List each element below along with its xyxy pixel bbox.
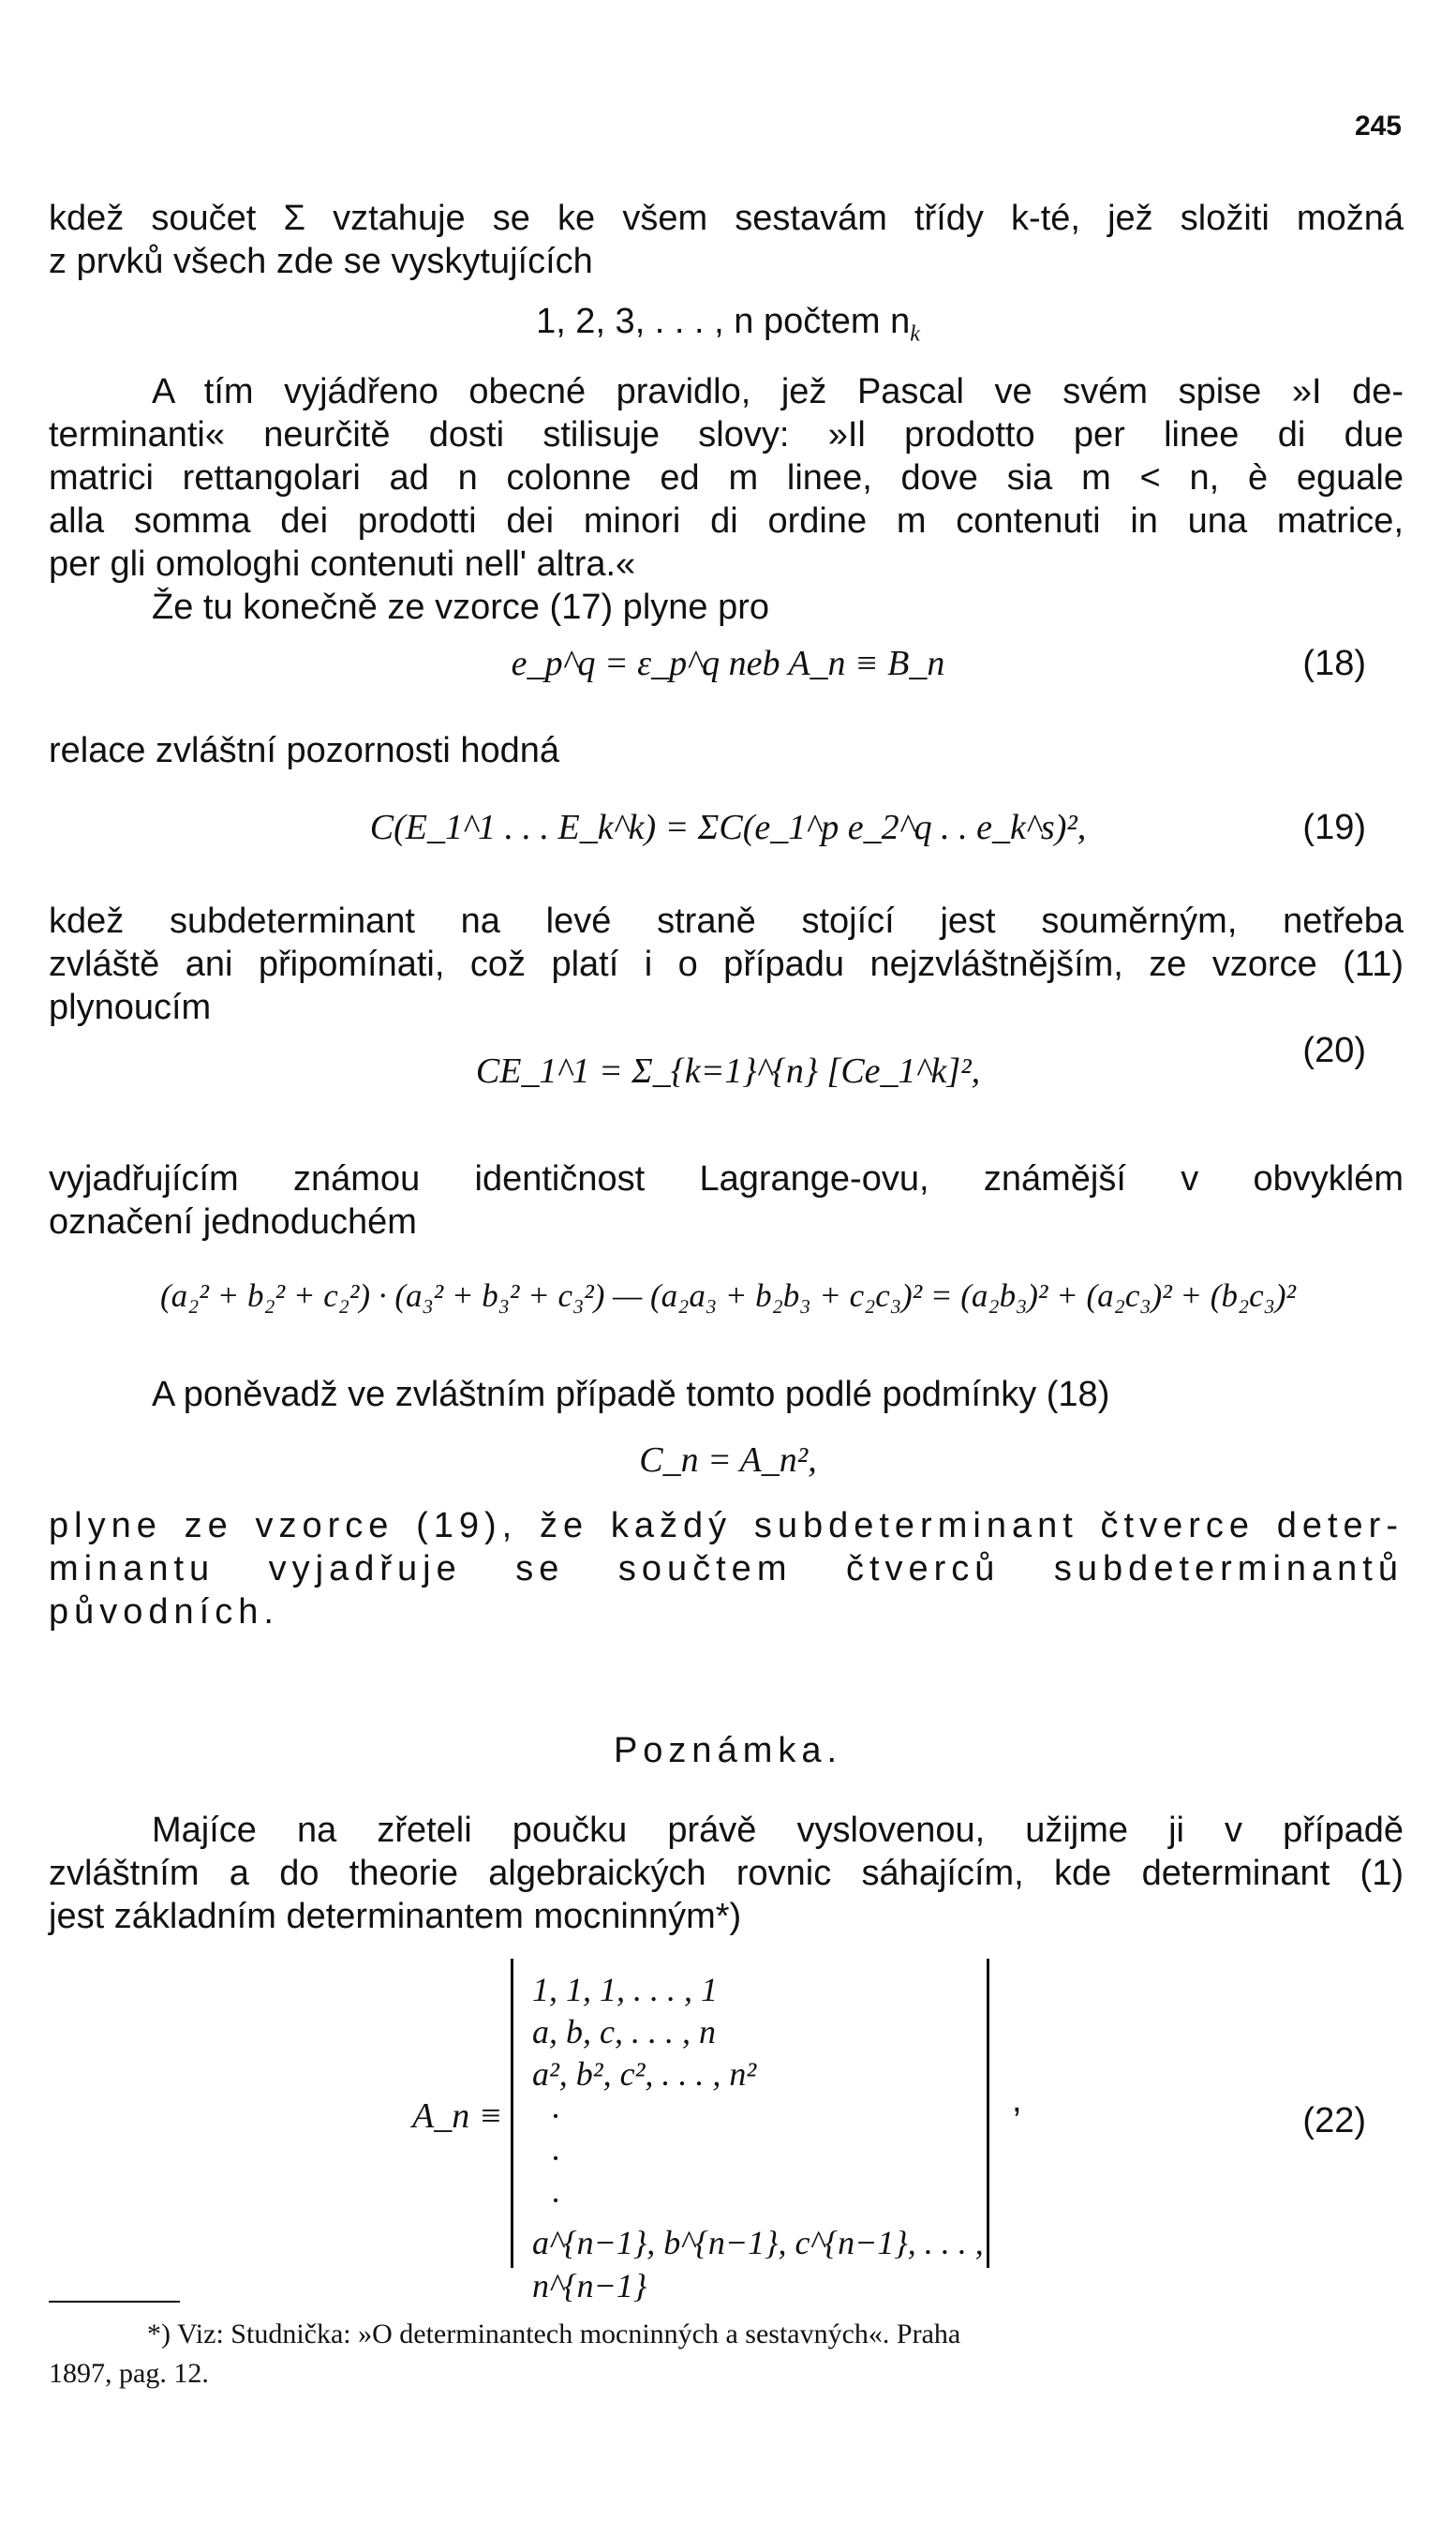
text-line: A poněvadž ve zvláštním případě tomto podlé podmínky (18) xyxy=(152,1375,1110,1414)
matrix-row: · xyxy=(551,2182,559,2219)
text-line: A tím vyjádřeno obecné pravidlo, jež Pascal ve svém spise »I de- xyxy=(152,372,1404,411)
page-number: 245 xyxy=(1354,111,1402,142)
equation-number-18: (18) xyxy=(1302,644,1366,683)
matrix-row: · xyxy=(551,2140,559,2177)
matrix-row: a, b, c, . . . , n xyxy=(532,2013,716,2050)
text-line: plyne ze vzorce (19), že každý subdeterminant čtverce deter- xyxy=(49,1506,1404,1545)
paragraph-intro xyxy=(49,197,1404,283)
determinant-trailing-comma: , xyxy=(1012,2080,1022,2120)
text-line: minantu vyjadřuje se součtem čtverců subdeterminantů xyxy=(49,1549,1404,1588)
text-line: vyjadřujícím známou identičnost Lagrange-ovu, známější v obvyklém xyxy=(49,1159,1404,1199)
text-line: terminanti« neurčitě dosti stilisuje slovy: »Il prodotto per linee di due xyxy=(49,415,1404,455)
paragraph-pascal xyxy=(49,370,1404,629)
text-line: kdež součet Σ vztahuje se ke všem sestavám třídy k-té, jež složiti možná xyxy=(49,199,1404,238)
paragraph-lagrange xyxy=(49,1157,1404,1244)
text-line: z prvků všech zde se vyskytujících xyxy=(49,242,593,281)
text-line: zvláštním a do theorie algebraických rovnic sáhajícím, kde determinant (1) xyxy=(49,1854,1404,1893)
footnote-line: *) Viz: Studnička: »O determinantech mocninných a sestavných«. Praha xyxy=(147,2319,961,2349)
footnote-rule xyxy=(49,2301,180,2303)
equation-18: e_p^q = ε_p^q neb A_n ≡ B_n xyxy=(511,644,945,683)
matrix-row: 1, 1, 1, . . . , 1 xyxy=(532,1971,718,2008)
matrix-row: a², b², c², . . . , n² xyxy=(532,2055,757,2093)
text-line: plynoucím xyxy=(49,988,212,1027)
equation-number-22: (22) xyxy=(1302,2101,1366,2140)
equation-subscript: k xyxy=(910,321,920,347)
equation-cn: C_n = A_n², xyxy=(639,1440,817,1480)
matrix-row: · xyxy=(551,2097,559,2135)
matrix-row: a^{n−1}, b^{n−1}, c^{n−1}, . . . , n^{n−1} xyxy=(532,2224,984,2304)
text-line: per gli omologhi contenuti nell' altra.« xyxy=(49,544,636,584)
equation-sequence xyxy=(0,300,1456,356)
equation-number-20: (20) xyxy=(1302,1031,1366,1070)
text-line: původních. xyxy=(49,1592,279,1632)
text-line: alla somma dei prodotti dei minori di ordine m contenuti in una matrice, xyxy=(49,501,1404,541)
paragraph-subdeterminant xyxy=(49,900,1404,1029)
equation-19: C(E_1^1 . . . E_k^k) = ΣC(e_1^p e_2^q . . e_k^s)², xyxy=(369,808,1087,847)
text-line: zvláště ani připomínati, což platí i o případu nejzvláštnějším, ze vzorce (11) xyxy=(49,945,1404,984)
text-line: matrici rettangolari ad n colonne ed m linee, dove sia m < n, è eguale xyxy=(49,458,1404,498)
text-line: Že tu konečně ze vzorce (17) plyne pro xyxy=(152,588,770,627)
text-line: jest základním determinantem mocninným*) xyxy=(49,1897,742,1936)
equation-text: 1, 2, 3, . . . , n počtem n xyxy=(536,302,911,341)
equation-20: CE_1^1 = Σ_{k=1}^{n} [Ce_1^k]², xyxy=(475,1051,981,1091)
footnote xyxy=(49,2315,1404,2393)
section-title: Poznámka. xyxy=(613,1731,843,1770)
paragraph-conclusion xyxy=(49,1504,1404,1633)
determinant-matrix xyxy=(511,1959,989,2304)
text-line: kdež subdeterminant na levé straně stojící jest souměrným, netřeba xyxy=(49,902,1404,941)
determinant-lhs: A_n ≡ xyxy=(412,2096,503,2136)
footnote-line: 1897, pag. 12. xyxy=(49,2358,209,2389)
text-line: označení jednoduchém xyxy=(49,1202,417,1242)
text-line: relace zvláštní pozornosti hodná xyxy=(49,731,559,770)
equation-number-19: (19) xyxy=(1302,808,1366,847)
paragraph-note xyxy=(49,1809,1404,1938)
equation-lagrange-identity: (a₂² + b₂² + c₂²) · (a₃² + b₃² + c₃²) — (a₂a₃ + b₂b₃ + c₂c₃)² = (a₂b₃)² + (a₂c₃)² + (b₂c₃)² xyxy=(160,1277,1296,1314)
text-line: Majíce na zřeteli poučku právě vyslovenou, užijme ji v případě xyxy=(152,1811,1404,1850)
